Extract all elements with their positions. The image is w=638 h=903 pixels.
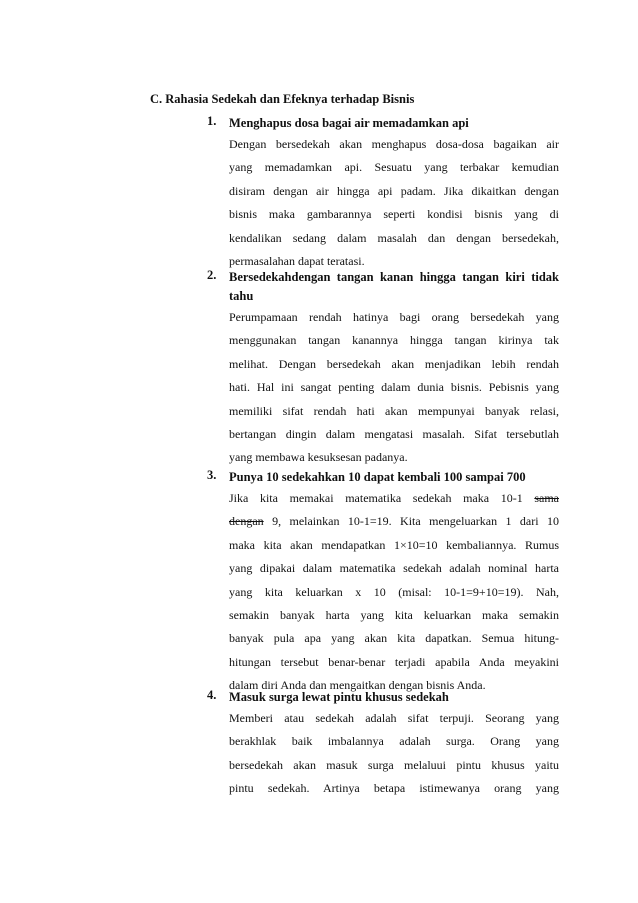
- body-line: dalam diri Anda dan mengaitkan dengan bisnis Anda.: [229, 678, 486, 693]
- item-title: Menghapus dosa bagai air memadamkan api: [229, 116, 469, 130]
- body-line: yang membawa kesuksesan padanya.: [229, 450, 408, 465]
- body-line: banyak pula apa yang akan kita dapatkan. Semua hitung-: [229, 631, 559, 646]
- title-line: Bersedekahdengan tangan kanan hingga tangan kiri tidak: [229, 270, 559, 284]
- item-body: [229, 133, 559, 273]
- item-number: 1.: [207, 114, 217, 128]
- body-line: hati. Hal ini sangat penting dalam dunia bisnis. Pebisnis yang: [229, 380, 559, 395]
- body-line: memiliki sifat rendah hati akan mempunyai banyak relasi,: [229, 403, 559, 418]
- body-line: yang kita keluarkan x 10 (misal: 10-1=9+10=19). Nah,: [229, 584, 559, 599]
- body-line: bisnis maka gambarannya seperti kondisi bisnis yang di: [229, 207, 559, 222]
- body-line: Perumpamaan rendah hatinya bagi orang bersedekah yang: [229, 310, 559, 324]
- item-body: [229, 707, 559, 801]
- body-line: semakin banyak harta yang kita keluarkan maka semakin: [229, 608, 559, 623]
- body-line: bertangan dingin dalam mengatasi masalah. Sifat tersebutlah: [229, 427, 559, 442]
- body-line: Memberi atau sedekah adalah sifat terpuji. Seorang yang: [229, 711, 559, 725]
- strikethrough-text: dengan: [229, 514, 264, 529]
- body-line: disiram dengan air hingga api padam. Jika dikaitkan dengan: [229, 183, 559, 198]
- title-line: tahu: [229, 289, 254, 303]
- body-text: Jika kita memakai matematika sedekah maka 10-1: [229, 491, 535, 505]
- body-line: yang memadamkan api. Sesuatu yang terbakar kemudian: [229, 160, 559, 175]
- body-line: maka kita akan mendapatkan 1×10=10 kembaliannya. Rumus: [229, 537, 559, 552]
- list-item-2: [207, 268, 559, 470]
- list-item-4: [207, 688, 559, 801]
- body-line: hitungan tersebut benar-benar terjadi apabila Anda meyakini: [229, 654, 559, 669]
- list-item-1: [207, 114, 559, 273]
- section-heading: C. Rahasia Sedekah dan Efeknya terhadap Bisnis: [150, 92, 415, 106]
- item-number: 2.: [207, 268, 217, 282]
- body-line: melihat. Dengan bersedekah akan menjadikan lebih rendah: [229, 356, 559, 371]
- body-line: menggunakan tangan kanannya hingga tangan kirinya tak: [229, 333, 559, 348]
- body-line: pintu sedekah. Artinya betapa istimewanya orang yang: [229, 781, 559, 796]
- item-body: [229, 306, 559, 470]
- body-line: [229, 510, 559, 533]
- body-line: [229, 487, 559, 510]
- body-line: yang dipakai dalam matematika sedekah adalah nominal harta: [229, 561, 559, 576]
- strikethrough-text: sama: [534, 491, 559, 505]
- item-title: Punya 10 sedekahkan 10 dapat kembali 100 sampai 700: [229, 470, 526, 484]
- body-line: permasalahan dapat teratasi.: [229, 254, 365, 269]
- body-line: berakhlak baik imbalannya adalah surga. Orang yang: [229, 734, 559, 749]
- body-line: Dengan bersedekah akan menghapus dosa-dosa bagaikan air: [229, 137, 559, 151]
- item-body: [229, 487, 559, 698]
- list-item-3: [207, 468, 559, 698]
- item-title: Masuk surga lewat pintu khusus sedekah: [229, 690, 449, 704]
- item-title: [229, 268, 559, 306]
- body-text: 9, melainkan 10-1=19. Kita mengeluarkan 1 dari 10: [263, 514, 559, 529]
- item-number: 3.: [207, 468, 217, 482]
- body-line: kendalikan sedang dalam masalah dan dengan bersedekah,: [229, 230, 559, 245]
- body-line: bersedekah akan masuk surga melaluui pintu khusus yaitu: [229, 757, 559, 772]
- item-number: 4.: [207, 688, 217, 702]
